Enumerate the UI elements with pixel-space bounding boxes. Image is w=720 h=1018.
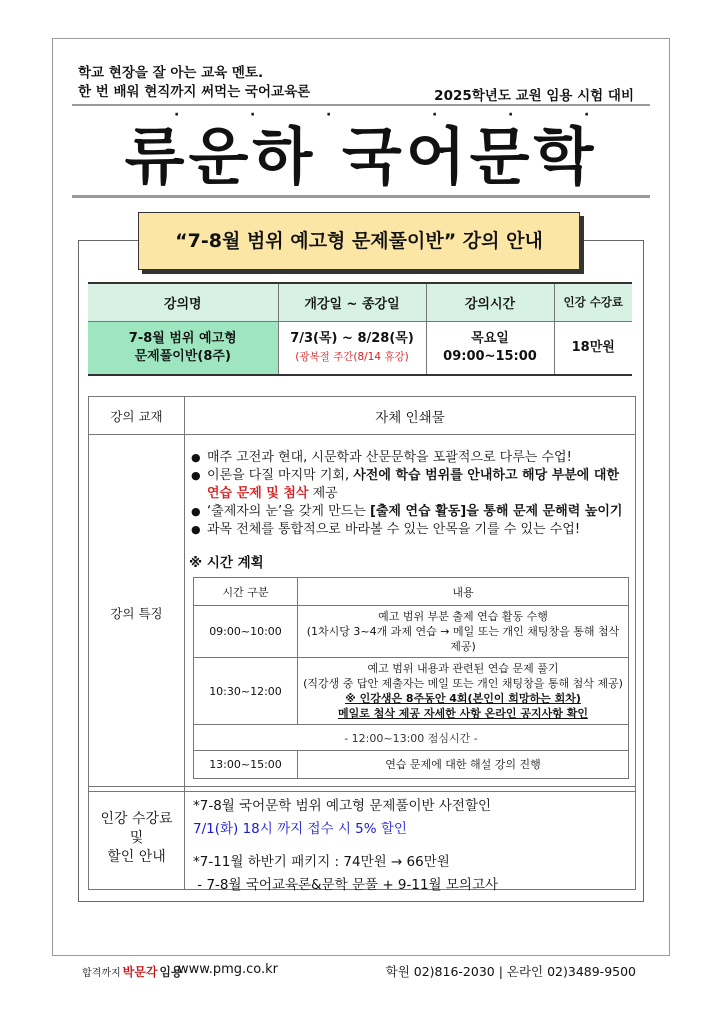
schedule-row bbox=[194, 751, 629, 779]
material-value: 자체 인쇄물 bbox=[185, 397, 636, 435]
schedule-time: 10:30~12:00 bbox=[194, 658, 298, 725]
features-cell bbox=[185, 435, 636, 792]
schedule-content bbox=[298, 658, 629, 725]
discount-line-package: *7-11월 하반기 패키지 : 74만원 → 66만원 bbox=[193, 854, 450, 870]
schedule-lunch-row bbox=[194, 725, 629, 751]
header-course-name: 강의명 bbox=[88, 283, 278, 321]
discount-label-line: 및 bbox=[129, 829, 144, 846]
course-fee: 18만원 bbox=[554, 321, 632, 375]
logo-brand: 박문각 bbox=[122, 965, 158, 979]
discount-label-line: 할인 안내 bbox=[107, 848, 166, 865]
discount-content bbox=[193, 795, 498, 897]
time-plan-heading: ※ 시간 계획 bbox=[189, 555, 264, 571]
header-time: 강의시간 bbox=[426, 283, 554, 321]
notice-banner: “7-8월 범위 예고형 문제풀이반” 강의 안내 bbox=[138, 212, 580, 270]
schedule-header bbox=[194, 578, 629, 606]
schedule-content-line: (1차시당 3~4개 과제 연습 → 메일 또는 개인 채팅창을 통해 첨삭 제공) bbox=[306, 625, 620, 653]
schedule-content-line: (직강생 중 답안 제출자는 메일 또는 개인 채팅창을 통해 첨삭 제공) bbox=[303, 677, 623, 690]
schedule-table bbox=[193, 577, 629, 779]
feature-item bbox=[191, 467, 631, 503]
header-divider bbox=[72, 104, 650, 106]
discount-line-early: *7-8월 국어문학 범위 예고형 문제풀이반 사전할인 bbox=[193, 798, 492, 814]
footer-url[interactable]: www.pmg.co.kr bbox=[178, 962, 279, 977]
discount-line-deadline: 7/1(화) 18시 까지 접수 시 5% 할인 bbox=[193, 821, 407, 837]
course-name-line-2: 문제풀이반(8주) bbox=[134, 348, 231, 364]
features-row bbox=[89, 435, 636, 792]
course-dates-note: (광복절 주간(8/14 휴강) bbox=[295, 350, 409, 363]
feature-text-1: 매주 고전과 현대, 시문학과 산문문학을 포괄적으로 다루는 수업! bbox=[207, 450, 572, 465]
schedule-note: ※ 인강생은 8주동안 4회(본인이 희망하는 회차) bbox=[345, 692, 581, 705]
emphasis-dot: · bbox=[584, 107, 590, 123]
course-time: 목요일 09:00~15:00 bbox=[426, 321, 554, 375]
feature-list bbox=[189, 449, 631, 539]
course-table-header bbox=[88, 283, 632, 321]
header-fee: 인강 수강료 bbox=[554, 283, 632, 321]
discount-label-line: 인강 수강료 bbox=[100, 810, 173, 827]
schedule-row bbox=[194, 658, 629, 725]
tagline-line-2: 한 번 배워 현직까지 써먹는 국어교육론 bbox=[78, 84, 311, 100]
course-dates: 7/3(목) ~ 8/28(목) bbox=[290, 330, 414, 346]
logo-suffix: 임용 bbox=[159, 965, 183, 979]
schedule-row bbox=[194, 606, 629, 658]
logo-prefix: 합격까지 bbox=[82, 968, 121, 979]
feature-text-3a: ‘출제자의 눈’을 갖게 만드는 bbox=[207, 504, 370, 519]
course-name-cell bbox=[88, 321, 278, 375]
feature-text-2a: 이론을 다질 마지막 기회, bbox=[207, 468, 354, 483]
discount-label bbox=[89, 787, 185, 889]
feature-text-2b: 사전에 학습 범위를 안내하고 해당 부분에 대한 bbox=[353, 468, 620, 483]
feature-item bbox=[191, 521, 631, 539]
feature-text-2c: 연습 문제 및 첨삭 bbox=[207, 486, 309, 501]
schedule-content-line: 예고 범위 내용과 관련된 연습 문제 풀기 bbox=[367, 662, 559, 675]
course-name-line-1: 7-8월 범위 예고형 bbox=[128, 330, 237, 346]
course-table bbox=[88, 282, 632, 376]
material-label: 강의 교재 bbox=[89, 397, 185, 435]
tagline-line-1: 학교 현장을 잘 아는 교육 멘토. bbox=[78, 65, 264, 81]
schedule-time: 09:00~10:00 bbox=[194, 606, 298, 658]
schedule-time: 13:00~15:00 bbox=[194, 751, 298, 779]
main-title: 류운하 국어문학 bbox=[124, 120, 598, 193]
emphasis-dot: · bbox=[174, 107, 180, 123]
emphasis-dot: · bbox=[326, 107, 332, 123]
detail-table bbox=[88, 396, 636, 792]
feature-text-2d: 제공 bbox=[308, 486, 338, 501]
feature-item bbox=[191, 503, 631, 521]
schedule-note: 메일로 첨삭 제공 자세한 사항 온라인 공지사항 확인 bbox=[338, 707, 588, 720]
emphasis-dot: · bbox=[508, 107, 514, 123]
schedule-header-content: 내용 bbox=[298, 578, 629, 606]
feature-text-4: 과목 전체를 통합적으로 바라볼 수 있는 안목을 기를 수 있는 수업! bbox=[207, 522, 581, 537]
emphasis-dot: · bbox=[432, 107, 438, 123]
features-label: 강의 특징 bbox=[89, 435, 185, 792]
exam-label: 2025학년도 교원 임용 시험 대비 bbox=[434, 88, 634, 104]
header-dates: 개강일 ~ 종강일 bbox=[278, 283, 426, 321]
feature-item bbox=[191, 449, 631, 467]
material-row bbox=[89, 397, 636, 435]
title-divider bbox=[72, 195, 650, 198]
schedule-content bbox=[298, 606, 629, 658]
discount-box bbox=[88, 786, 636, 893]
schedule-content-line: 예고 범위 부분 출제 연습 활동 수행 bbox=[378, 610, 548, 623]
feature-text-3b: [출제 연습 활동]을 통해 문제 문해력 높이기 bbox=[369, 504, 623, 519]
emphasis-dot: · bbox=[250, 107, 256, 123]
schedule-header-time: 시간 구분 bbox=[194, 578, 298, 606]
schedule-lunch: - 12:00~13:00 점심시간 - bbox=[194, 725, 629, 751]
course-row bbox=[88, 321, 632, 375]
footer-logo bbox=[82, 963, 183, 980]
discount-line-package-detail: - 7-8월 국어교육론&문학 문풀 + 9-11월 모의고사 bbox=[193, 877, 499, 893]
schedule-content: 연습 문제에 대한 해설 강의 진행 bbox=[298, 751, 629, 779]
footer-contact: 학원 02)816-2030 | 온라인 02)3489-9500 bbox=[385, 964, 636, 979]
tagline bbox=[78, 64, 310, 102]
course-dates-cell bbox=[278, 321, 426, 375]
